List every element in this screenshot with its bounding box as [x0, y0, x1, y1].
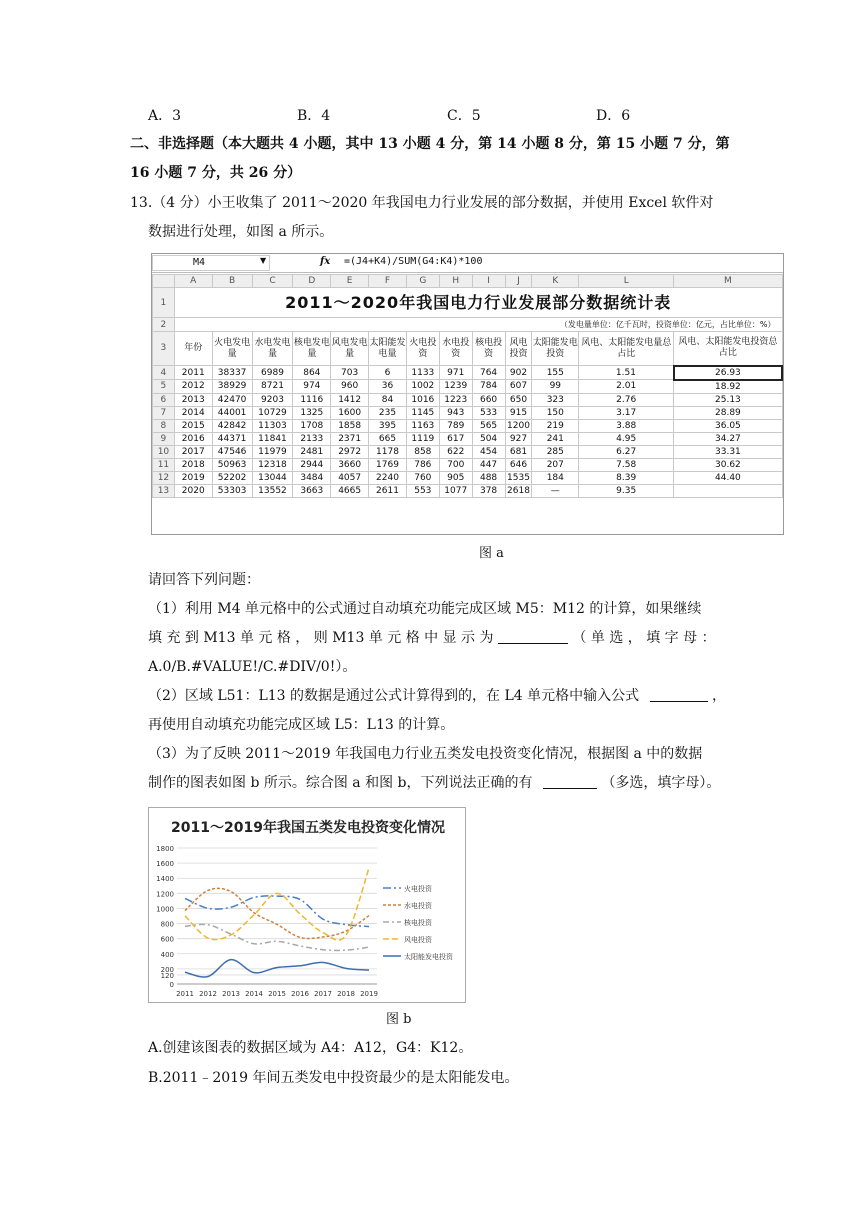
column-header[interactable]: E [331, 275, 369, 288]
data-cell[interactable]: 99 [532, 380, 579, 394]
y-tick-label: 600 [160, 935, 174, 944]
data-cell[interactable]: 6989 [252, 366, 293, 380]
data-cell[interactable]: 34.27 [674, 432, 782, 445]
q2-line1-text-a: （2）区域 L51：L13 的数据是通过公式计算得到的，在 L4 单元格中输入公式 [148, 688, 640, 704]
data-cell[interactable]: 915 [505, 406, 532, 419]
data-cell[interactable]: 184 [532, 471, 579, 484]
data-cell[interactable]: 26.93 [674, 366, 782, 380]
y-tick-label: 120 [160, 971, 174, 980]
data-cell[interactable]: 8.39 [579, 471, 674, 484]
data-cell[interactable]: 33.31 [674, 445, 782, 458]
data-cell[interactable]: 8721 [252, 380, 293, 394]
data-cell[interactable]: 2133 [293, 432, 331, 445]
header-cell[interactable]: 火电投资 [406, 332, 439, 366]
data-cell[interactable]: 13044 [252, 471, 293, 484]
question-13-line1: 13.（4 分）小王收集了 2011～2020 年我国电力行业发展的部分数据，并使用 Excel 软件对 [130, 195, 714, 211]
statement-a: A.创建该图表的数据区域为 A4：A12，G4：K12。 [148, 1040, 473, 1056]
data-cell[interactable]: 786 [406, 458, 439, 471]
data-cell[interactable]: 760 [406, 471, 439, 484]
row-header: 9 [153, 432, 175, 445]
data-cell[interactable]: 864 [293, 366, 331, 380]
data-cell[interactable]: 6 [369, 366, 407, 380]
data-cell[interactable]: 12318 [252, 458, 293, 471]
column-header[interactable]: I [472, 275, 505, 288]
data-cell[interactable]: 1769 [369, 458, 407, 471]
data-cell[interactable]: 9.35 [579, 484, 674, 497]
data-cell[interactable]: 2011 [174, 366, 212, 380]
data-cell[interactable]: 42842 [212, 419, 252, 432]
data-cell[interactable]: 38929 [212, 380, 252, 394]
data-cell[interactable]: 1077 [439, 484, 472, 497]
data-cell[interactable]: 2944 [293, 458, 331, 471]
legend-label: 核电投资 [404, 919, 432, 927]
data-cell[interactable]: 2.76 [579, 393, 674, 406]
data-cell[interactable]: 3.88 [579, 419, 674, 432]
column-header[interactable]: H [439, 275, 472, 288]
data-cell[interactable]: 13552 [252, 484, 293, 497]
data-cell[interactable]: 1535 [505, 471, 532, 484]
data-cell[interactable]: 2240 [369, 471, 407, 484]
q1-line3: A.0/B.#VALUE!/C.#DIV/0!）。 [148, 659, 357, 675]
data-cell[interactable]: 47546 [212, 445, 252, 458]
data-cell[interactable]: 44371 [212, 432, 252, 445]
data-cell[interactable]: 2020 [174, 484, 212, 497]
series-line [185, 924, 369, 950]
data-cell[interactable]: 2018 [174, 458, 212, 471]
line-chart [148, 807, 466, 1003]
header-cell[interactable]: 风电、太阳能发电量总占比 [579, 332, 674, 366]
q2-line2: 再使用自动填充功能完成区域 L5：L13 的计算。 [148, 717, 455, 733]
data-cell[interactable]: 395 [369, 419, 407, 432]
table-row [153, 471, 783, 484]
q3-line1: （3）为了反映 2011～2019 年我国电力行业五类发电投资变化情况，根据图 a 中的数据 [148, 746, 703, 762]
data-cell[interactable]: 905 [439, 471, 472, 484]
data-cell[interactable]: 4057 [331, 471, 369, 484]
data-cell[interactable]: 764 [472, 366, 505, 380]
unit-note[interactable]: （发电量单位：亿千瓦时，投资单位：亿元，占比单位：%） [174, 318, 782, 332]
row-header: 6 [153, 393, 175, 406]
q1-line2-text-a: 填 充 到 M13 单 元 格 ， 则 M13 单 元 格 中 显 示 为 [148, 630, 494, 646]
column-header[interactable]: C [252, 275, 293, 288]
data-cell[interactable]: 30.62 [674, 458, 782, 471]
column-header[interactable]: A [174, 275, 212, 288]
row-header: 7 [153, 406, 175, 419]
q2-line1-text-b: ， [712, 688, 727, 704]
please-answer: 请回答下列问题： [148, 572, 260, 588]
legend-label: 火电投资 [404, 885, 432, 893]
row-header: 11 [153, 458, 175, 471]
data-cell[interactable]: 2014 [174, 406, 212, 419]
data-cell[interactable]: 617 [439, 432, 472, 445]
q3-line2 [148, 773, 720, 793]
data-cell[interactable]: 53303 [212, 484, 252, 497]
formula-input[interactable]: =(J4+K4)/SUM(G4:K4)*100 [344, 256, 483, 267]
row-header: 10 [153, 445, 175, 458]
data-cell[interactable]: 84 [369, 393, 407, 406]
y-tick-label: 1000 [156, 905, 174, 914]
data-cell[interactable]: 1200 [505, 419, 532, 432]
data-cell[interactable]: 858 [406, 445, 439, 458]
figure-a-caption: 图 a [479, 546, 504, 561]
column-header[interactable]: J [505, 275, 532, 288]
header-cell[interactable]: 风电、太阳能发电投资总占比 [674, 332, 782, 366]
data-cell[interactable]: 4.95 [579, 432, 674, 445]
data-cell[interactable]: 974 [293, 380, 331, 394]
column-header[interactable]: B [212, 275, 252, 288]
y-tick-label: 1600 [156, 860, 174, 869]
series-line [185, 868, 369, 940]
series-line [185, 960, 369, 977]
data-cell[interactable]: 1016 [406, 393, 439, 406]
data-cell[interactable]: 650 [505, 393, 532, 406]
chart-title: 2011～2019年我国五类发电投资变化情况 [171, 820, 445, 836]
data-cell[interactable]: 1858 [331, 419, 369, 432]
data-cell[interactable]: 504 [472, 432, 505, 445]
q1-line1: （1）利用 M4 单元格中的公式通过自动填充功能完成区域 M5：M12 的计算，如果继续 [148, 601, 702, 617]
legend-label: 太阳能发电投资 [404, 953, 453, 961]
column-header[interactable]: L [579, 275, 674, 288]
data-cell[interactable]: 607 [505, 380, 532, 394]
data-cell[interactable]: 3663 [293, 484, 331, 497]
formula-bar [152, 254, 784, 273]
legend-label: 风电投资 [404, 936, 432, 944]
header-cell[interactable]: 火电发电量 [212, 332, 252, 366]
option-c: C．5 [447, 108, 481, 124]
data-cell[interactable]: 155 [532, 366, 579, 380]
data-cell[interactable]: 52202 [212, 471, 252, 484]
data-cell[interactable]: 2013 [174, 393, 212, 406]
chevron-down-icon[interactable]: ▼ [260, 256, 267, 265]
data-cell[interactable]: 1002 [406, 380, 439, 394]
row-header: 1 [153, 288, 175, 318]
series-line [185, 896, 369, 927]
data-cell[interactable]: 2012 [174, 380, 212, 394]
answer-blank-3[interactable] [543, 775, 597, 789]
data-cell[interactable]: 10729 [252, 406, 293, 419]
data-cell[interactable]: 44001 [212, 406, 252, 419]
data-cell[interactable]: 789 [439, 419, 472, 432]
data-cell[interactable]: 927 [505, 432, 532, 445]
data-cell[interactable]: 622 [439, 445, 472, 458]
legend-label: 水电投资 [404, 902, 432, 910]
y-tick-label: 0 [169, 981, 174, 989]
chart-svg [149, 808, 467, 1004]
data-cell[interactable]: 11303 [252, 419, 293, 432]
option-b: B．4 [297, 108, 331, 124]
data-cell[interactable]: 960 [331, 380, 369, 394]
data-cell[interactable]: 665 [369, 432, 407, 445]
header-cell[interactable]: 风电投资 [505, 332, 532, 366]
answer-blank-2[interactable] [650, 688, 708, 702]
header-cell[interactable]: 水电发电量 [252, 332, 293, 366]
data-cell[interactable]: 700 [439, 458, 472, 471]
x-tick-label: 2014 [245, 990, 263, 998]
y-tick-label: 200 [160, 965, 174, 974]
figure-b-caption: 图 b [386, 1012, 412, 1027]
row-header: 13 [153, 484, 175, 497]
data-cell[interactable]: 971 [439, 366, 472, 380]
data-cell[interactable]: 50963 [212, 458, 252, 471]
data-cell[interactable]: 38337 [212, 366, 252, 380]
data-cell[interactable]: 2611 [369, 484, 407, 497]
name-box[interactable]: M4 [152, 255, 270, 271]
data-cell[interactable]: 1325 [293, 406, 331, 419]
data-cell[interactable]: 703 [331, 366, 369, 380]
question-13-line2: 数据进行处理，如图 a 所示。 [148, 224, 334, 240]
column-header[interactable]: D [293, 275, 331, 288]
data-cell[interactable]: 553 [406, 484, 439, 497]
q3-line2-text-b: （多选，填字母）。 [601, 775, 721, 791]
data-cell[interactable]: 3484 [293, 471, 331, 484]
table-row [153, 484, 783, 497]
data-cell[interactable]: 11841 [252, 432, 293, 445]
data-cell[interactable]: 646 [505, 458, 532, 471]
data-cell[interactable]: 1223 [439, 393, 472, 406]
data-cell[interactable]: 1708 [293, 419, 331, 432]
data-cell[interactable]: 943 [439, 406, 472, 419]
data-cell[interactable]: 36.05 [674, 419, 782, 432]
x-tick-label: 2012 [199, 990, 217, 998]
data-cell[interactable]: 7.58 [579, 458, 674, 471]
data-cell[interactable]: 18.92 [674, 380, 782, 394]
data-cell[interactable]: 1133 [406, 366, 439, 380]
data-cell[interactable]: 447 [472, 458, 505, 471]
header-cell[interactable]: 核电发电量 [293, 332, 331, 366]
fx-icon: fx [320, 256, 331, 267]
header-cell[interactable]: 年份 [174, 332, 212, 366]
data-cell[interactable]: 454 [472, 445, 505, 458]
q2-line1 [148, 686, 726, 706]
answer-blank-1[interactable] [498, 630, 568, 644]
row-header: 4 [153, 366, 175, 380]
data-cell[interactable]: 1119 [406, 432, 439, 445]
data-cell[interactable]: 28.89 [674, 406, 782, 419]
data-cell[interactable]: 1116 [293, 393, 331, 406]
data-cell[interactable]: 902 [505, 366, 532, 380]
data-cell[interactable]: 1412 [331, 393, 369, 406]
data-cell[interactable]: 4665 [331, 484, 369, 497]
data-cell[interactable]: 323 [532, 393, 579, 406]
data-cell[interactable]: 150 [532, 406, 579, 419]
column-header[interactable]: K [532, 275, 579, 288]
spreadsheet-figure [151, 253, 784, 535]
x-tick-label: 2018 [337, 990, 355, 998]
header-cell[interactable]: 核电投资 [472, 332, 505, 366]
x-tick-label: 2011 [176, 990, 194, 998]
data-cell[interactable]: 2481 [293, 445, 331, 458]
data-cell[interactable]: 6.27 [579, 445, 674, 458]
data-cell[interactable]: 235 [369, 406, 407, 419]
data-cell[interactable]: 9203 [252, 393, 293, 406]
data-cell[interactable]: 207 [532, 458, 579, 471]
data-cell[interactable]: 25.13 [674, 393, 782, 406]
data-cell[interactable]: 1145 [406, 406, 439, 419]
data-cell[interactable]: 488 [472, 471, 505, 484]
column-header[interactable]: G [406, 275, 439, 288]
data-cell[interactable]: 2019 [174, 471, 212, 484]
data-cell[interactable]: — [532, 484, 579, 497]
section-title-line1: 二、非选择题（本大题共 4 小题，其中 13 小题 4 分，第 14 小题 8 分，第 15 小题 7 分，第 [130, 136, 730, 152]
data-cell[interactable]: 3660 [331, 458, 369, 471]
data-cell[interactable]: 2972 [331, 445, 369, 458]
header-cell[interactable]: 太阳能发电量 [369, 332, 407, 366]
table-row [153, 419, 783, 432]
table-row [153, 445, 783, 458]
data-cell[interactable]: 1600 [331, 406, 369, 419]
x-tick-label: 2019 [360, 990, 378, 998]
table-row [153, 380, 783, 394]
corner-cell [153, 275, 175, 288]
data-cell[interactable]: 784 [472, 380, 505, 394]
row-header: 5 [153, 380, 175, 394]
table-row [153, 393, 783, 406]
data-cell[interactable]: 2015 [174, 419, 212, 432]
table-row [153, 406, 783, 419]
data-cell[interactable] [674, 484, 782, 497]
data-cell[interactable]: 565 [472, 419, 505, 432]
x-tick-label: 2016 [291, 990, 309, 998]
data-cell[interactable]: 2618 [505, 484, 532, 497]
q1-line2-text-b: （ 单 选 ， 填 字 母 ： [572, 630, 716, 646]
y-tick-label: 800 [160, 920, 174, 929]
column-header[interactable]: F [369, 275, 407, 288]
data-cell[interactable]: 2016 [174, 432, 212, 445]
x-tick-label: 2015 [268, 990, 286, 998]
table-row [153, 366, 783, 380]
row-header: 12 [153, 471, 175, 484]
y-tick-label: 1800 [156, 845, 174, 853]
data-cell[interactable]: 1239 [439, 380, 472, 394]
x-tick-label: 2017 [314, 990, 332, 998]
option-d: D．6 [596, 108, 631, 124]
data-cell[interactable]: 44.40 [674, 471, 782, 484]
y-tick-label: 400 [160, 950, 174, 959]
y-tick-label: 1200 [156, 890, 174, 899]
data-cell[interactable]: 660 [472, 393, 505, 406]
q3-line2-text-a: 制作的图表如图 b 所示。综合图 a 和图 b，下列说法正确的有 [148, 775, 533, 791]
data-cell[interactable]: 3.17 [579, 406, 674, 419]
statement-b: B.2011﹣2019 年间五类发电中投资最少的是太阳能发电。 [148, 1070, 519, 1086]
row-header: 3 [153, 332, 175, 366]
y-tick-label: 1400 [156, 875, 174, 884]
data-cell[interactable]: 42470 [212, 393, 252, 406]
data-cell[interactable]: 11979 [252, 445, 293, 458]
data-cell[interactable]: 219 [532, 419, 579, 432]
data-cell[interactable]: 36 [369, 380, 407, 394]
data-cell[interactable]: 2371 [331, 432, 369, 445]
data-cell[interactable]: 1163 [406, 419, 439, 432]
data-cell[interactable]: 2017 [174, 445, 212, 458]
header-cell[interactable]: 水电投资 [439, 332, 472, 366]
header-cell[interactable]: 风电发电量 [331, 332, 369, 366]
x-tick-label: 2013 [222, 990, 240, 998]
q1-line2 [148, 628, 716, 648]
sheet-title[interactable]: 2011～2020年我国电力行业发展部分数据统计表 [174, 288, 782, 318]
data-cell[interactable]: 285 [532, 445, 579, 458]
data-cell[interactable]: 1.51 [579, 366, 674, 380]
data-cell[interactable]: 1178 [369, 445, 407, 458]
option-a: A．3 [148, 108, 182, 124]
data-cell[interactable]: 2.01 [579, 380, 674, 394]
data-cell[interactable]: 681 [505, 445, 532, 458]
row-header: 2 [153, 318, 175, 332]
section-title-line2: 16 小题 7 分，共 26 分） [130, 165, 302, 181]
sheet-grid [152, 274, 783, 498]
data-cell[interactable]: 378 [472, 484, 505, 497]
table-row [153, 432, 783, 445]
data-cell[interactable]: 533 [472, 406, 505, 419]
row-header: 8 [153, 419, 175, 432]
header-cell[interactable]: 太阳能发电投资 [532, 332, 579, 366]
column-header[interactable]: M [674, 275, 782, 288]
data-cell[interactable]: 241 [532, 432, 579, 445]
table-row [153, 458, 783, 471]
